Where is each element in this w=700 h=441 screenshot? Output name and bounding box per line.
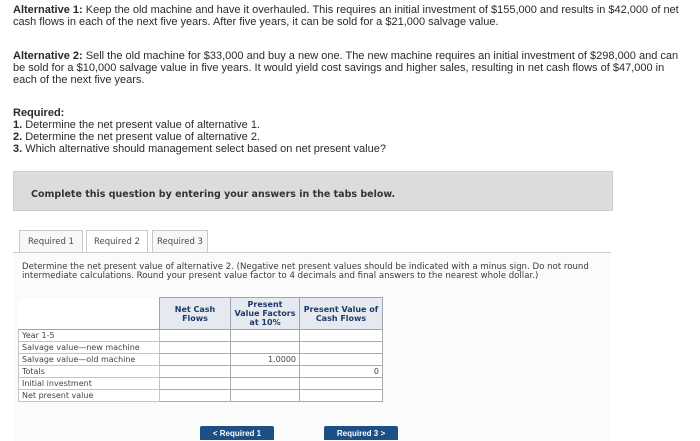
row-label: Salvage value—old machine [19, 354, 160, 366]
table-row [19, 330, 383, 342]
required-item-text: Determine the net present value of alternative 2. [25, 131, 260, 143]
alternative-2-text: Sell the old machine for $33,000 and buy a new one. The new machine requires an initial investment of $298,000 and can be sold for a $10,000 salvage value in five years. It would yield cost savings and higher sales, resulting in net cash flows of $47,000 in each of the next five years. [13, 50, 679, 86]
required-item-1 [13, 119, 683, 131]
alternative-1-paragraph [13, 4, 683, 28]
table-row [19, 342, 383, 354]
required-item-2 [13, 131, 683, 143]
alternative-1-label: Alternative 1: [13, 4, 83, 16]
table-row [19, 354, 383, 366]
table-row [19, 390, 383, 402]
initial-investment-input[interactable] [300, 378, 383, 390]
pv-cash-flow-cell [300, 330, 383, 342]
alternative-1-text: Keep the old machine and have it overhauled. This requires an initial investment of $155,000 and results in $42,000 of net cash flows in each of the next five years. After five years, it can be sold for a $21,000 salvage value. [13, 4, 679, 28]
header-net-cash-flows: Net Cash Flows [160, 298, 231, 330]
next-tab-button[interactable]: Required 3 > [324, 426, 398, 440]
pv-cash-flow-cell [300, 342, 383, 354]
instruction-text: Complete this question by entering your answers in the tabs below. [31, 189, 396, 200]
header-pv-cash-flows: Present Value of Cash Flows [300, 298, 383, 330]
tab-instruction: Determine the net present value of alternative 2. (Negative net present values should be indicated with a minus sign. Do not round intermediate calculations. Round your present value factor to 4 decimals and final answers to the nearest whole dollar.) [22, 262, 589, 281]
alternative-2-paragraph [13, 50, 683, 86]
net-present-value-input[interactable] [300, 390, 383, 402]
npv-table [18, 297, 383, 402]
previous-tab-button[interactable]: < Required 1 [200, 426, 274, 440]
pv-cash-flow-cell [300, 354, 383, 366]
required-item-number: 3. [13, 143, 23, 155]
pv-factor-cell: 1.0000 [231, 354, 300, 366]
pv-factor-input[interactable] [231, 330, 300, 342]
pv-factor-cell [231, 390, 300, 402]
tab-required-3[interactable]: Required 3 [152, 230, 208, 252]
net-cash-flow-input[interactable] [160, 342, 231, 354]
required-title: Required: [13, 107, 65, 119]
row-label: Initial investment [19, 378, 160, 390]
net-cash-flow-cell [160, 366, 231, 378]
table-header-row [19, 298, 383, 330]
required-item-3 [13, 143, 683, 155]
header-pv-factor: Present Value Factors at 10% [231, 298, 300, 330]
net-cash-flow-input[interactable] [160, 354, 231, 366]
required-item-text: Determine the net present value of alternative 1. [25, 119, 260, 131]
table-row [19, 366, 383, 378]
instruction-box [13, 171, 613, 211]
tab-required-2[interactable]: Required 2 [86, 230, 148, 253]
net-cash-flow-cell [160, 378, 231, 390]
table-header-blank [19, 298, 160, 330]
alternative-2-label: Alternative 2: [13, 50, 83, 62]
required-section [13, 107, 683, 155]
required-item-number: 1. [13, 119, 23, 131]
row-label: Year 1-5 [19, 330, 160, 342]
required-item-text: Which alternative should management select based on net present value? [25, 143, 386, 155]
row-label: Net present value [19, 390, 160, 402]
net-cash-flow-input[interactable] [160, 330, 231, 342]
required-item-number: 2. [13, 131, 23, 143]
pv-factor-cell [231, 366, 300, 378]
pv-factor-cell [231, 378, 300, 390]
pv-factor-input[interactable] [231, 342, 300, 354]
pv-total-cell: 0 [300, 366, 383, 378]
table-row [19, 378, 383, 390]
row-label: Totals [19, 366, 160, 378]
row-label: Salvage value—new machine [19, 342, 160, 354]
tab-navigation [200, 426, 580, 440]
net-cash-flow-cell [160, 390, 231, 402]
tab-required-1[interactable]: Required 1 [19, 230, 83, 252]
